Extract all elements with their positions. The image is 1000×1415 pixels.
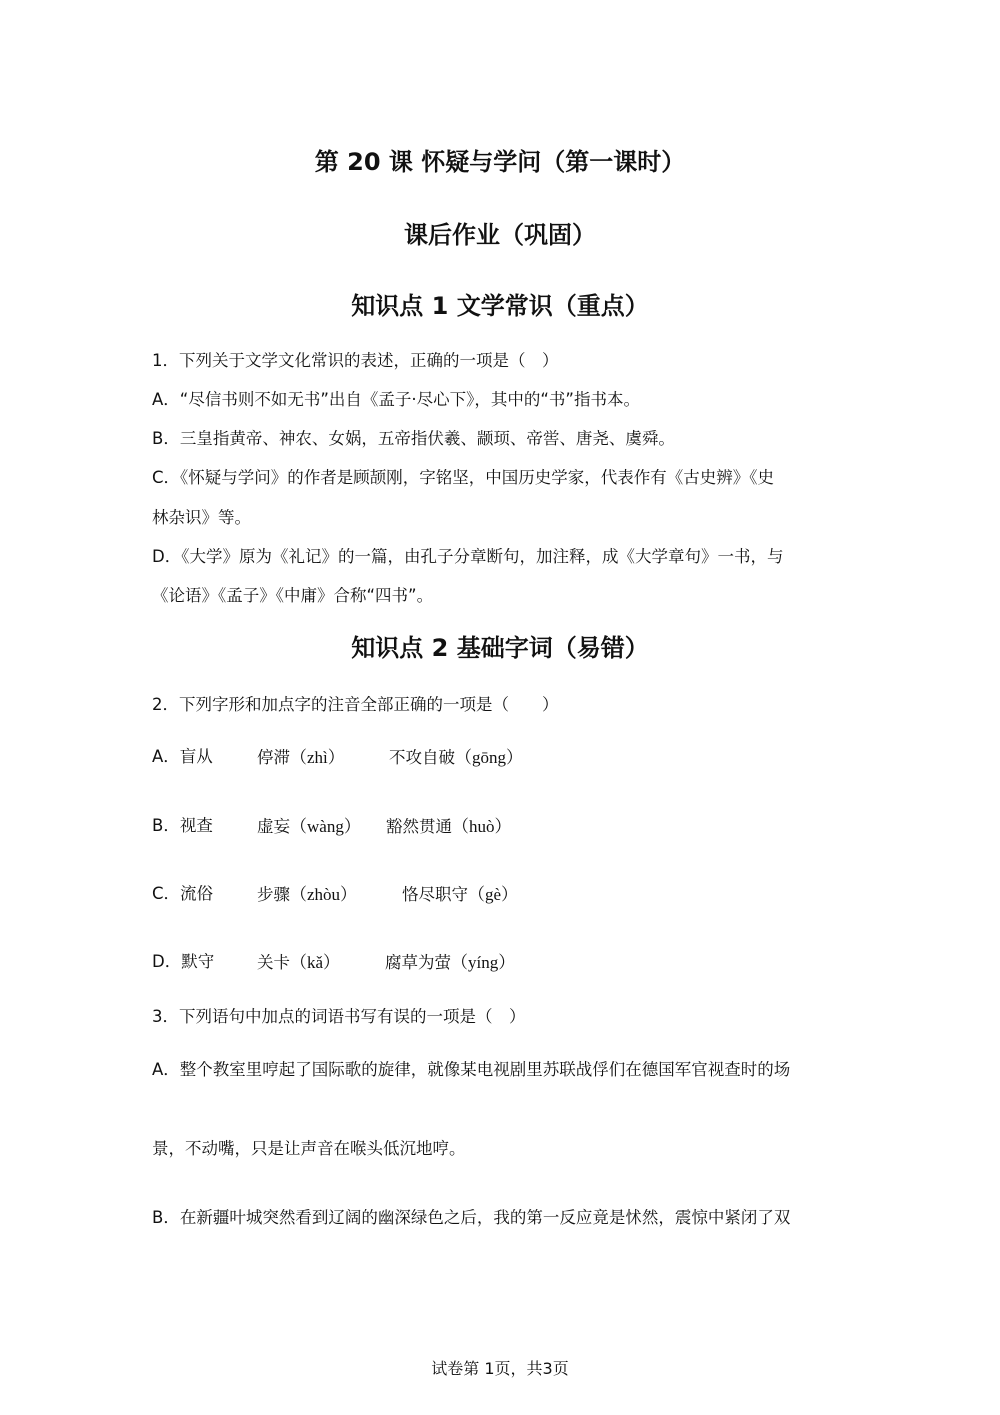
section-heading-2: 知识点 2 基础字词（易错） (351, 634, 649, 662)
question-1-option-c-line-2: 林杂识》等。 (152, 508, 251, 527)
page-title: 第 20 课 怀疑与学问（第一课时） (314, 148, 686, 176)
question-2-option-d-word-1: D．默守 (152, 952, 215, 971)
question-2-option-d-word-2: 关卡（kǎ） (257, 953, 341, 972)
question-2-option-b-word-1: B．视查 (152, 816, 213, 835)
question-2-option-a-word-3: 不攻自破（gōng） (389, 748, 523, 767)
question-2-option-c-word-3: 恪尽职守（gè） (402, 885, 519, 904)
page-subtitle: 课后作业（巩固） (404, 221, 596, 249)
question-1-stem: 1．下列关于文学文化常识的表述，正确的一项是（ ） (152, 351, 559, 370)
question-2-option-c-word-1: C．流俗 (152, 884, 214, 903)
question-3-option-a-line-2: 景，不动嘴，只是让声音在喉头低沉地哼。 (152, 1139, 466, 1158)
question-2-stem: 2．下列字形和加点字的注音全部正确的一项是（ ） (152, 695, 559, 714)
question-3-stem: 3．下列语句中加点的词语书写有误的一项是（ ） (152, 1007, 526, 1026)
question-1-option-d-line-2: 《论语》《孟子》《中庸》合称“四书”。 (152, 586, 434, 605)
question-2-option-a-word-1: A．盲从 (152, 747, 213, 766)
question-1-option-c-line-1: C．《怀疑与学问》的作者是顾颉刚，字铭坚，中国历史学家，代表作有《古史辨》《史 (152, 468, 775, 487)
question-2-option-d-word-3: 腐草为萤（yíng） (385, 953, 516, 972)
question-2-option-c-word-2: 步骤（zhòu） (257, 885, 358, 904)
question-3-option-b-line-1: B．在新疆叶城突然看到辽阔的幽深绿色之后，我的第一反应竟是怵然，震惊中紧闭了双 (152, 1208, 791, 1227)
question-1-option-b: B．三皇指黄帝、神农、女娲，五帝指伏羲、颛顼、帝喾、唐尧、虞舜。 (152, 429, 675, 448)
question-3-option-a-line-1: A．整个教室里哼起了国际歌的旋律，就像某电视剧里苏联战俘们在德国军官视查时的场 (152, 1060, 791, 1079)
question-2-option-b-word-3: 豁然贯通（huò） (386, 817, 512, 836)
question-1-option-a: A．“尽信书则不如无书”出自《孟子·尽心下》，其中的“书”指书本。 (152, 390, 640, 409)
section-heading-1: 知识点 1 文学常识（重点） (351, 292, 649, 320)
question-2-option-b-word-2: 虚妄（wàng） (257, 817, 361, 836)
question-2-option-a-word-2: 停滞（zhì） (257, 748, 345, 767)
page-footer: 试卷第 1页，共3页 (431, 1359, 569, 1378)
question-1-option-d-line-1: D．《大学》原为《礼记》的一篇，由孔子分章断句，加注释，成《大学章句》一书，与 (152, 547, 784, 566)
